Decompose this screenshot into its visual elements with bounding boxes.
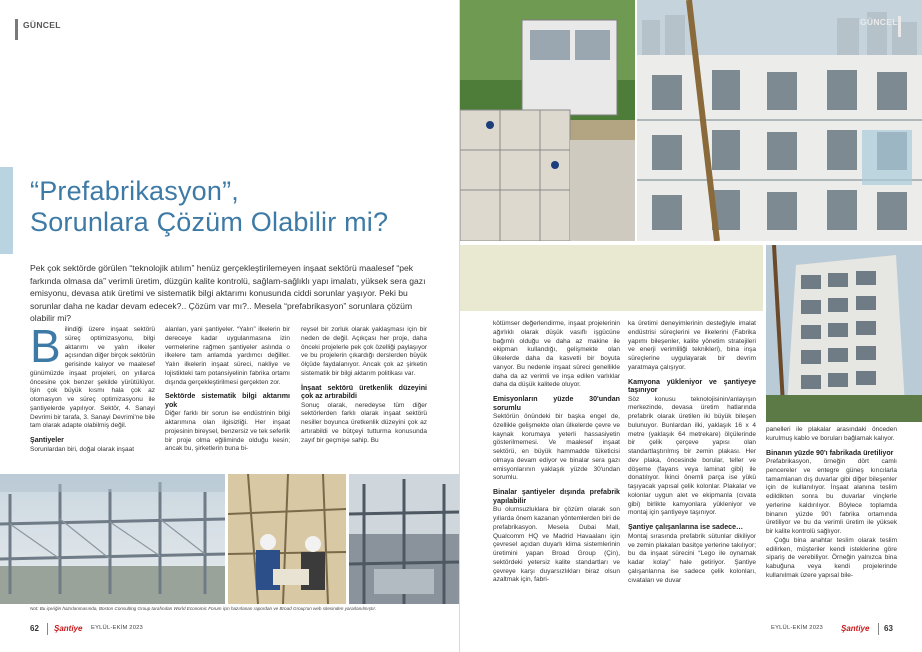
photo-finished-building <box>766 245 922 422</box>
left-col2-para-2: Diğer farklı bir sorun ise endüstrinin bilgi aktarımına olan ilgisizliği. Her inşaat projesinin bireysel, benzersiz ve tek seferlik bir proje olma eğiliminde olduğu kesin; ancak bu, şirketlerin buna bi- <box>165 410 290 453</box>
right-col2-para-3: Montaj sırasında prefabrik sütunlar dikiliyor ve zemin plakaları basitçe yerlerine takılıyor; bu da inşaat sürecini “Lego ile oynamak kadar kolay” hale getiriyor. Şantiye çalışanlarına ise sadece çelik kolonları, cıvataları ve duvar <box>628 532 756 584</box>
page-number-right: 63 <box>884 624 893 633</box>
right-col2-para-1: ka üretimi deneyimlerinin desteğiyle imalat endüstrisi süreçlerini ve ilkelerini (Fabrika yapımı bileşenler, kalite yönetim stratejileri ve enerji verimliliği teknikleri), bina inşa süreçlerine uygulayarak bir devrim yaratmaya çalışıyor. <box>628 320 756 371</box>
intro-paragraph: Pek çok sektörde görülen “teknolojik atılım” henüz gerçekleştirilemeyen inşaat sektörü maalesef “pek farkında olmasa da” verimli üretim, düzgün kalite kontrolü, sağlam-sağlıklı yapı imalatı, yüksek sera gazı emisyonu, devasa atık üretimi ve sistematik bilgi aktarımı konusunda ciddi sorunlar yaşıyor. Peki bu sorunlar daha ne kadar devam edecek?.. Çözüm var mı?.. Mesela “prefabrikasyon” sorunlara çözüm olabilir mi? <box>30 263 426 324</box>
right-page <box>460 0 922 652</box>
photo-modular-frame <box>349 474 460 604</box>
headline-line-1: “Prefabrikasyon”, <box>30 176 239 206</box>
section-tag: GÜNCEL <box>23 20 61 30</box>
right-col3-para-2: Prefabrikasyon, örneğin dört camlı pencereler ve entegre güneş kırıcılarla tamamlanan dış duvarlar gibi diğer bileşenler için de kullanılıyor. İnşaat alanına teslim edildikten sonra bu duvarlar vinçlerle yerlerine kaldırılıyor. Böylece toplamda binanın yüzde 90'ı fabrika ortamında üretiliyor ve bu da verimli üretim ile yüksek bir kalite kontrolü sağlıyor. <box>766 458 897 536</box>
drop-cap: B <box>30 326 61 372</box>
footer-date-left: EYLÜL-EKİM 2023 <box>91 625 143 631</box>
left-col1-para-2: Sorunlardan biri, doğal olarak inşaat <box>30 445 135 453</box>
footer-brand-left: Şantiye <box>54 624 83 633</box>
left-col1-heading-1: Şantiyeler <box>30 436 64 444</box>
left-column-2 <box>165 326 290 472</box>
right-col1-para-3: Bu olumsuzluklara bir çözüm olarak son yıllarda önem kazanan yöntemlerden biri de prefabrikasyon. Mesela Dubai Mall, Qualcomm HQ ve Madrid Havaalanı için çevresel açıdan duyarlı klima sistemlerinin üretimini yapan Broad Group (Çin), sektördeki yetersiz kalite standartları ve çevreye karşı duyarsızlıkları biraz olsun azaltmak için, fabri- <box>493 506 620 584</box>
right-col1-heading-2: Binalar şantiyeler dışında prefabrik yapılabilir <box>493 488 620 505</box>
right-col2-heading-2: Şantiye çalışanlarına ise sadece… <box>628 523 744 532</box>
photo-module-crane-lift <box>460 0 635 241</box>
right-col1-heading-1: Emisyonların yüzde 30'undan sorumlu <box>493 395 620 412</box>
footer-brand-right: Şantiye <box>841 624 870 633</box>
left-col3-para-2: Sonuç olarak, neredeyse tüm diğer sektörlerden farklı olarak inşaat sektörü nesiller boyunca üretkenlik düzeyini çok az artırabildi ve bütçeyi tutturma konusunda zayıf bir geçmişe sahip. Bu <box>301 401 427 444</box>
left-col1-para-1: ilindiği üzere inşaat sektörü süreç optimizasyonu, bilgi aktarımı ve yalın ilkeler açısından diğer birçok sektörün gerisinde kalıyor ve maalesef günümüzde inşaat projeleri, on yıllarca öncesine çok benzer şekilde yürütülüyor. Işin çok büyük kısmı hala çok az otomasyon ve süreç optimizasyonu ile şantiyelerde yapılıyor. Sektör, 4. Sanayi Devrimi bir tarafa, 3. Sanayi Devrimi'ne bile tam olarak adapte olabilmiş değil. <box>30 326 155 430</box>
left-column-3 <box>301 326 427 472</box>
headline <box>30 176 450 238</box>
left-column-1 <box>30 326 155 472</box>
right-col3-para-3: Çoğu bina anahtar teslim olarak teslim edilirken, müşteriler kendi isteklerine göre sipariş de verebiliyor. Örneğin yalnızca bina kabuğuna veya kendi projelerinde kullanılmak üzere yapısal bile- <box>766 536 897 579</box>
photo-modular-building-facade <box>637 0 922 241</box>
footer-date-right: EYLÜL-EKİM 2023 <box>771 625 823 631</box>
left-col3-para-1: reysel bir zorluk olarak yaklaşması için bir neden de değil. Açıkçası her proje, daha önceki projelerle pek çok özelliği paylaşıyor ve bu projelerin çıkardığı derslerden büyük ölçüde faydalanıyor. Ancak çok az şirketin sistematik bir bilgi aktarım politikası var. <box>301 326 427 377</box>
tan-color-block <box>460 245 763 311</box>
right-col3-para-1: panelleri ile plakalar arasındaki önceden kurulmuş kablo ve boruları bağlamak kalıyor. <box>766 426 897 442</box>
right-col1-para-1: kötümser değerlendirme, inşaat projelerinin ağırlıklı olarak düşük vasıflı işgücüne bağımlı olduğu ve daha az makine ile ekipman kullandığı, gelişmekte olan ülkelerde daha da kasvetli bir boyuta varıyor. Bu nedenle inşaat süreci genellikle daha da az verimli ve inşa edilen varlıklar daha da düşük kalitede oluyor. <box>493 320 620 389</box>
right-col2-heading-1: Kamyona yükleniyor ve şantiyeye taşınıyor <box>628 377 756 395</box>
section-tag-bar-right <box>898 16 901 37</box>
footer-divider-right <box>878 623 879 635</box>
photo-steel-frame-construction <box>0 474 225 604</box>
left-col2-heading-1: Sektörde sistematik bilgi aktarımı yok <box>165 392 290 409</box>
section-tag-right: GÜNCEL <box>860 17 898 27</box>
right-col3-heading-1: Binanın yüzde 90'ı fabrikada üretiliyor <box>766 448 894 457</box>
right-column-1 <box>493 320 620 614</box>
right-col1-para-2: Sektörün önündeki bir başka engel de, özellikle gelişmekte olan ülkelerde çevre ve kaynak korumaya yeterli hassasiyetin gösterilmemesi. Ve maalesef inşaat sektörü, en büyük hammadde tüketicisi olmaya devam ediyor ve binalar sera gazı emisyonlarının yaklaşık yüzde 30'undan sorumlu. <box>493 413 620 482</box>
headline-accent-bar <box>0 167 13 254</box>
right-col2-para-2: Söz konusu teknolojisinin/anlayışın merkezinde, devasa üretim hatlarında prefabrik olarak üretilen iki büyük bileşen bulunuyor. Bunlardan ilki, yaklaşık 16 x 4 metre (yaklaşık 64 metrekare) ölçülerinde bir çelik çerçeve yapısı olan standartlaştırılmış bir zemin plakası. Her dev plaka, öncesinde borular, teller ve döşeme (fayans veya laminat gibi) ile donatılıyor. İkinci önemli parça ise yükü taşıyacak yapısal çelik kolonlar. Plakalar ve kolonlar uygun alet ve ekipmanla (cıvata gibi) birlikte kamyonlara yükleniyor ve montaj için şantiyeye taşınıyor. <box>628 395 756 517</box>
headline-line-2: Sorunlara Çözüm Olabilir mi? <box>30 207 389 237</box>
page-number-left: 62 <box>30 624 39 633</box>
left-col3-heading-1: İnşaat sektörü üretkenlik düzeyini çok az artırabildi <box>301 383 427 401</box>
footer-divider-left <box>47 623 48 635</box>
section-tag-bar <box>15 19 18 40</box>
left-page <box>0 0 460 652</box>
right-column-3 <box>766 426 897 614</box>
right-column-2 <box>628 320 756 614</box>
photo-workers-on-site <box>228 474 346 604</box>
left-col2-para-1: alanları, yani şantiyeler. “Yalın” ilkelerin bir dereceye kadar uygulanmasına izin vermelerine rağmen şantiyeler aslında o ilkelere tam anlamda yardımcı değiller. Yalın ilkelerin inşaat süreci, nakliye ve lojistikteki tam potansiyelinin fabrika ortamı dışında gerçekleştirilmesi gerçekten zor. <box>165 326 290 386</box>
source-note: Not: Bu içeriğin hazırlanmasında, Boston Consulting Group tarafından World Economic Forum için hazırlanan rapordan ve Broad Group'un web sitesinden yararlanılmıştır. <box>30 606 377 611</box>
